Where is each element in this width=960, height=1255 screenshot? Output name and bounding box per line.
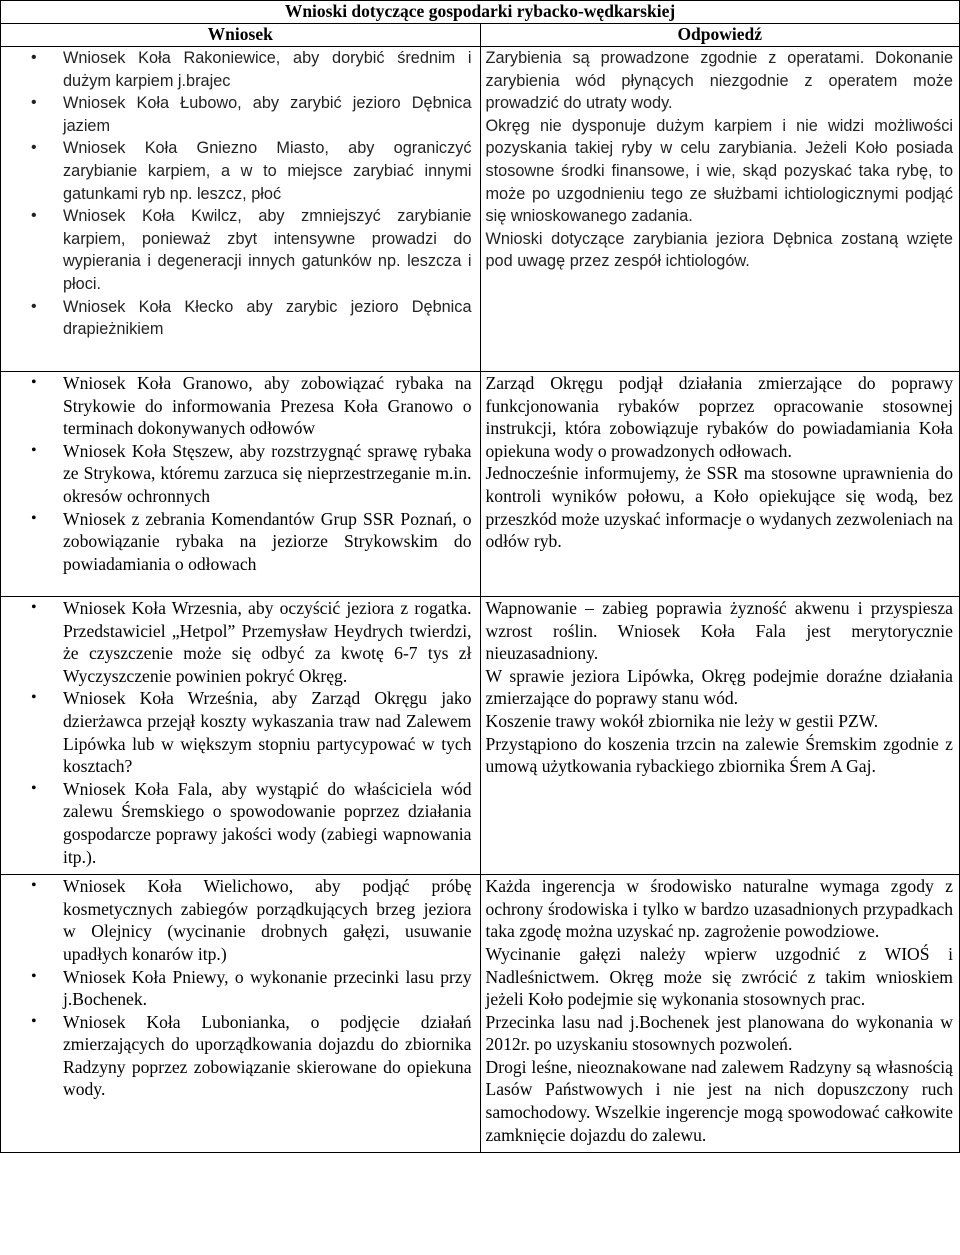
request-text: Wniosek Koła Fala, aby wystąpić do właściciela wód zalewu Śremskiego o spowodowanie poprzez działania gospodarcze poprawy jakości wody (zabiegi wapnowania itp.). [63, 778, 472, 867]
list-item [31, 966, 472, 1011]
bullet-icon: • [31, 374, 37, 391]
list-item [31, 875, 472, 965]
response-paragraph: Okręg nie dysponuje dużym karpiem i nie widzi możliwości pozyskania takiej ryby w celu zarybiania. Jeżeli Koło posiada stosowne środki finansowe, i wie, skąd pozyskać taka rybę, to może po uzgodnieniu tego ze służbami ichtiologicznymi podjąć się wnioskowanego zadania. [485, 116, 953, 226]
response-paragraph: Wnioski dotyczące zarybiania jeziora Dębnica zostaną wzięte pod uwagę przez zespół ichtiologów. [485, 229, 953, 271]
request-list [1, 372, 480, 581]
list-item [31, 137, 472, 205]
response-block [481, 47, 960, 279]
response-cell [480, 875, 960, 1153]
list-item [31, 296, 472, 341]
request-text: Wniosek Koła Pniewy, o wykonanie przecinki lasu przy j.Bochenek. [63, 966, 472, 1010]
table-title: Wnioski dotyczące gospodarki rybacko-wędkarskiej [1, 1, 960, 24]
list-item [31, 778, 472, 868]
request-text: Wniosek Koła Łubowo, aby zarybić jezioro Dębnica jaziem [63, 94, 472, 135]
list-item [31, 440, 472, 508]
response-paragraph: Wycinanie gałęzi należy wpierw uzgodnić z WIOŚ i Nadleśnictwem. Okręg może się zwrócić z takim wnioskiem jeżeli Koło podejmie się wykonania stosownych prac. [485, 943, 953, 1010]
list-item [31, 597, 472, 687]
list-item [31, 1011, 472, 1101]
response-paragraph: Zarybienia są prowadzone zgodnie z operatami. Dokonanie zarybienia wód płynących niezgodnie z operatem może prowadzić do utraty wody. [485, 49, 953, 113]
response-paragraph: Koszenie trawy wokół zbiornika nie leży w gestii PZW. [485, 710, 879, 731]
column-header-response: Odpowiedź [480, 24, 960, 47]
response-cell [480, 597, 960, 875]
request-text: Wniosek Koła Granowo, aby zobowiązać rybaka na Strykowie do informowania Prezesa Koła Granowo o terminach dokonywanych odłowów [63, 373, 472, 439]
list-item [31, 205, 472, 295]
bullet-icon: • [31, 207, 37, 225]
request-text: Wniosek Koła Wielichowo, aby podjąć próbę kosmetycznych zabiegów porządkujących brzeg jeziora w Olejnicy (wycinanie drobnych gałęzi, usuwanie upadłych konarów itp.) [63, 876, 472, 964]
table-row-water-quality [1, 597, 960, 875]
response-paragraph: Przecinka lasu nad j.Bochenek jest planowana do wykonania w 2012r. po uzyskaniu stosownych pozwoleń. [485, 1011, 953, 1055]
response-paragraph: Przystąpiono do koszenia trzcin na zalewie Śremskim zgodnie z umową użytkowania rybackiego zbiornika Śrem A Gaj. [485, 733, 953, 777]
request-text: Wniosek Koła Stęszew, aby rozstrzygnąć sprawę rybaka ze Strykowa, któremu zarzuca się nieprzestrzeganie m.in. okresów ochronnych [63, 440, 472, 506]
list-item [31, 372, 472, 440]
response-cell [480, 47, 960, 372]
response-paragraph: Wapnowanie – zabieg poprawia żyzność akwenu i przyspiesza wzrost roślin. Wniosek Koła Fala jest merytorycznie nieuzasadniony. [485, 598, 953, 664]
response-cell [480, 372, 960, 597]
bullet-icon: • [31, 779, 37, 797]
bullet-icon: • [31, 441, 37, 459]
list-item [31, 92, 472, 137]
response-paragraph: Jednocześnie informujemy, że SSR ma stosowne uprawnienia do kontroli wyników połowu, a Koło opiekujące się wodą, bez przeszkód może uzyskać informacje o wydanych zezwoleniach na odłów ryb. [485, 463, 953, 552]
request-list [1, 875, 480, 1107]
list-item [31, 508, 472, 576]
request-cell [1, 372, 481, 597]
request-text: Wniosek Koła Kłecko aby zarybic jezioro Dębnica drapieżnikiem [63, 297, 472, 339]
bullet-icon: • [31, 689, 37, 707]
request-cell [1, 47, 481, 372]
request-text: Wniosek z zebrania Komendantów Grup SSR Poznań, o zobowiązanie rybaka na jeziorze Strykowskim do powiadamiania o odłowach [63, 508, 472, 574]
request-list [1, 47, 480, 347]
response-block [481, 875, 960, 1152]
bullet-icon: • [31, 297, 37, 315]
response-paragraph: Zarząd Okręgu podjął działania zmierzające do poprawy funkcjonowania rybaków poprzez opracowanie stosownej instrukcji, która zobowiązuje rybaków do powiadamiania Koła opiekuna wody o prowadzonych odłowach. [485, 373, 953, 461]
table-row-fishermen [1, 372, 960, 597]
request-text: Wniosek Koła Lubonianka, o podjęcie działań zmierzających do uporządkowania dojazdu do zbiornika Radzyny poprzez zobowiązanie skierowane do opiekuna wody. [63, 1011, 472, 1100]
list-item [31, 687, 472, 777]
bullet-icon: • [31, 509, 37, 527]
bullet-icon: • [31, 94, 37, 112]
table-row-stocking [1, 47, 960, 372]
column-header-request: Wniosek [1, 24, 481, 47]
response-paragraph: Każda ingerencja w środowisko naturalne wymaga zgody z ochrony środowiska i tylko w bardzo uzasadnionych przypadkach taka zgodę można uzyskać np. zagrożenie powodziowe. [485, 876, 953, 942]
request-text: Wniosek Koła Rakoniewice, aby dorybić średnim i dużym karpiem j.brajec [63, 49, 472, 90]
bullet-icon: • [31, 49, 37, 66]
bullet-icon: • [31, 877, 37, 895]
bullet-icon: • [31, 1012, 37, 1030]
response-paragraph: Drogi leśne, nieoznakowane nad zalewem Radzyny są własnością Lasów Państwowych i nie jest na nich dopuszczony ruch samochodowy. Wszelkie ingerencje mogą spowodować całkowite zamknięcie dojazdu do zalewu. [485, 1056, 953, 1145]
list-item [31, 47, 472, 92]
response-paragraph: W sprawie jeziora Lipówka, Okręg podejmie doraźne działania zmierzające do poprawy stanu wód. [485, 665, 953, 709]
bullet-icon: • [31, 967, 37, 985]
request-cell [1, 875, 481, 1153]
table-row-shoreline [1, 875, 960, 1153]
response-block [481, 597, 960, 784]
request-text: Wniosek Koła Gniezno Miasto, aby ograniczyć zarybianie karpiem, a w to miejsce zarybiać innymi gatunkami ryb np. leszcz, płoć [63, 139, 472, 203]
bullet-icon: • [31, 139, 37, 157]
bullet-icon: • [31, 599, 37, 616]
request-list [1, 597, 480, 874]
request-text: Wniosek Koła Wrzesnia, aby oczyścić jeziora z rogatka. Przedstawiciel „Hetpol” Przemysław Heydrych twierdzi, że czyszczenie może się odbyć za kwotę 6-7 tys zł Wyczyszczenie powinien pokryć Okręg. [63, 598, 472, 686]
response-block [481, 372, 960, 559]
request-text: Wniosek Koła Kwilcz, aby zmniejszyć zarybianie karpiem, ponieważ zbyt intensywne prowadzi do wypierania i degeneracji innych gatunków np. leszcza i płoci. [63, 207, 472, 293]
request-cell [1, 597, 481, 875]
request-text: Wniosek Koła Września, aby Zarząd Okręgu jako dzierżawca przejął koszty wykaszania traw nad Zalewem Lipówka lub w większym stopniu partycypować w tych kosztach? [63, 688, 472, 777]
